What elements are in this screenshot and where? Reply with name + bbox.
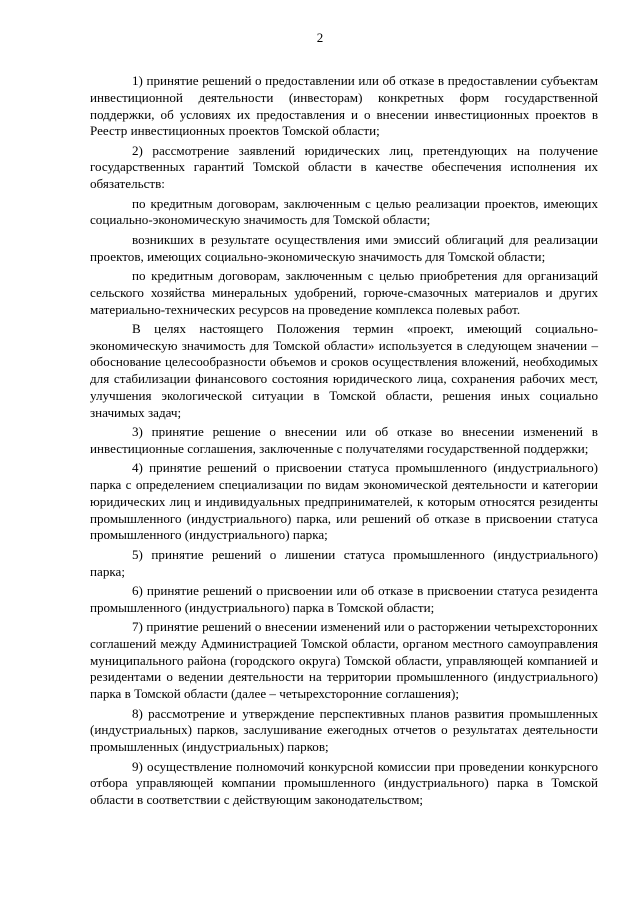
document-body [90, 73, 598, 809]
paragraph-item-2: 2) рассмотрение заявлений юридических лиц, претендующих на получение государственных гарантий Томской области в качестве обеспечения исполнения их обязательств: [90, 142, 598, 192]
paragraph-item-1: 1) принятие решений о предоставлении или об отказе в предоставлении субъектам инвестиционной деятельности (инвесторам) конкретных форм государственной поддержки, об условиях их предоставления и о внесении инвестиционных проектов в Реестр инвестиционных проектов Томской области; [90, 73, 598, 139]
paragraph-item-8: 8) рассмотрение и утверждение перспективных планов развития промышленных (индустриальных) парков, заслушивание ежегодных отчетов о результатах деятельности промышленных (индустриальных) парков; [90, 705, 598, 755]
paragraph-bond-emissions: возникших в результате осуществления ими эмиссий облигаций для реализации проектов, имеющих социально-экономическую значимость для Томской области; [90, 231, 598, 264]
paragraph-item-7: 7) принятие решений о внесении изменений или о расторжении четырехсторонних соглашений между Администрацией Томской области, органом местного самоуправления муниципального района (городского округа) Томской области, управляющей компанией и резидентами о ведении деятельности на территории промышленного (индустриального) парка в Томской области (далее – четырехсторонние соглашения); [90, 619, 598, 702]
paragraph-item-6: 6) принятие решений о присвоении или об отказе в присвоении статуса резидента промышленного (индустриального) парка в Томской области; [90, 582, 598, 615]
page-number: 2 [316, 30, 324, 45]
paragraph-credit-projects: по кредитным договорам, заключенным с целью реализации проектов, имеющих социально-экономическую значимость для Томской области; [90, 195, 598, 228]
paragraph-item-3: 3) принятие решение о внесении или об отказе во внесении изменений в инвестиционные соглашения, заключенные с получателями государственной поддержки; [90, 424, 598, 456]
paragraph-credit-agriculture: по кредитным договорам, заключенным с целью приобретения для организаций сельского хозяйства минеральных удобрений, горюче-смазочных материалов и других материально-технических ресурсов на проведение комплекса полевых работ. [90, 268, 598, 317]
paragraph-item-9: 9) осуществление полномочий конкурсной комиссии при проведении конкурсного отбора управляющей компании промышленного (индустриального) парка в Томской области в соответствии с действующим законодательством; [90, 758, 598, 807]
paragraph-item-4: 4) принятие решений о присвоении статуса промышленного (индустриального) парка с определением специализации по видам экономической деятельности и категории юридических лиц и индивидуальных предпринимателей, к которым относятся резиденты промышленного (индустриального) парка, или решений об отказе в присвоении статуса промышленного (индустриального) парка; [90, 460, 598, 543]
paragraph-item-5: 5) принятие решений о лишении статуса промышленного (индустриального) парка; [90, 546, 598, 579]
paragraph-term-definition: В целях настоящего Положения термин «проект, имеющий социально-экономическую значимость для Томской области» используется в следующем значении – обоснование целесообразности объемов и сроков осуществления вложений, необходимых для стабилизации финансового состояния юридического лица, сохранения рабочих мест, улучшения экологической ситуации в Томской области, решения иных социально значимых задач; [90, 320, 598, 420]
